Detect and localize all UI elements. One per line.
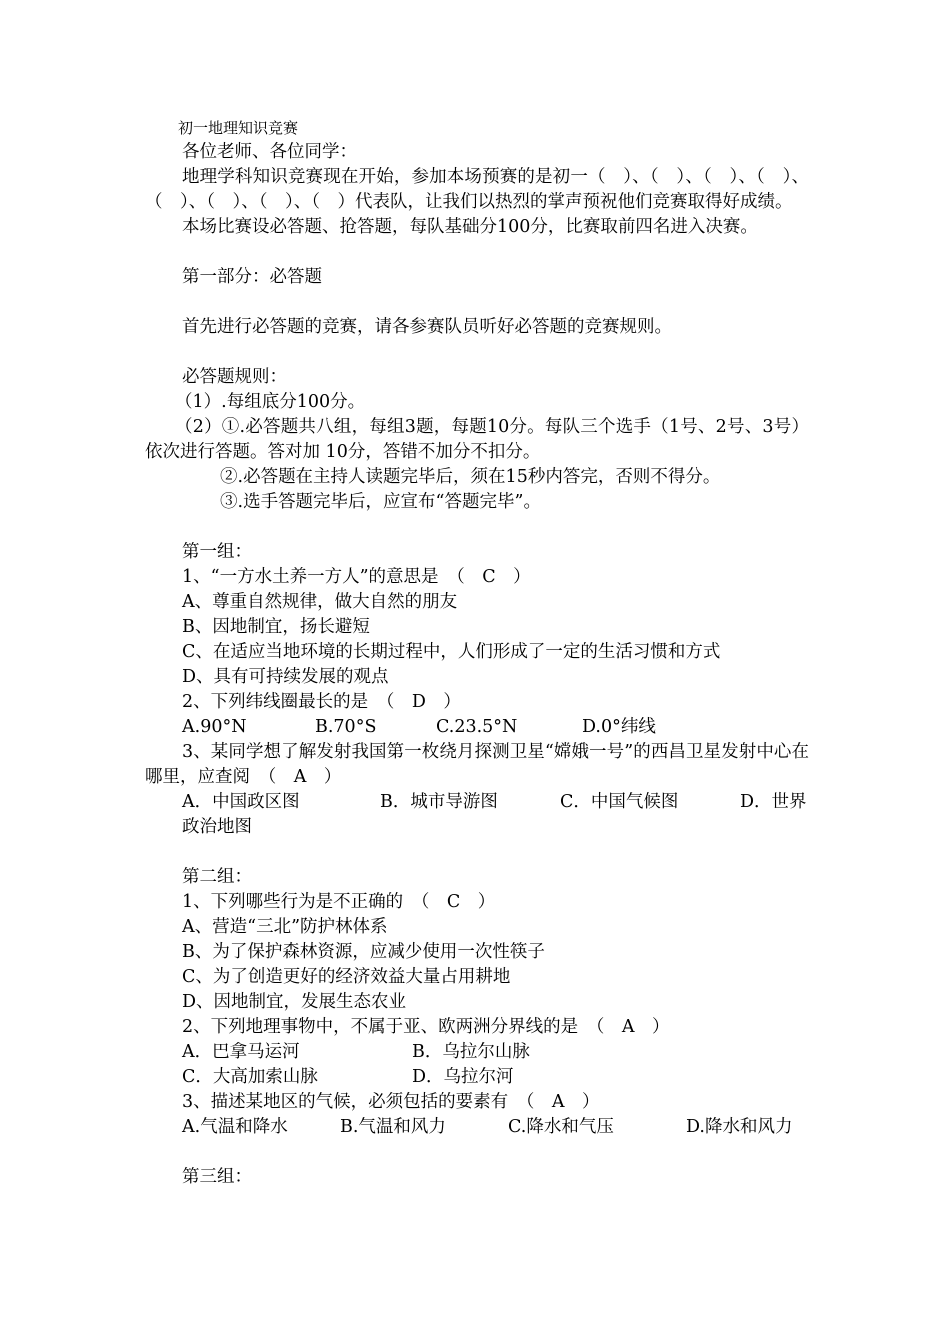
group2-q2-option-a: A．巴拿马运河 xyxy=(182,1042,300,1062)
group2-q2-option-b: B．乌拉尔山脉 xyxy=(412,1042,530,1062)
greeting: 各位老师、各位同学： xyxy=(182,142,357,162)
part1-heading: 第一部分：必答题 xyxy=(182,267,322,287)
group2-q3-option-a: A.气温和降水 xyxy=(182,1117,288,1137)
group2-question-3: 3、描述某地区的气候，必须包括的要素有 （ A ） xyxy=(182,1092,600,1112)
part1-intro: 首先进行必答题的竞赛，请各参赛队员听好必答题的竞赛规则。 xyxy=(182,317,672,337)
group2-q1-option-b: B、为了保护森林资源，应减少使用一次性筷子 xyxy=(182,942,545,962)
group1-q1-option-c: C、在适应当地环境的长期过程中，人们形成了一定的生活习惯和方式 xyxy=(182,642,721,662)
setup-paragraph: 本场比赛设必答题、抢答题，每队基础分100分，比赛取前四名进入决赛。 xyxy=(182,217,758,237)
group1-question-1: 1、“一方水土养一方人”的意思是 （ C ） xyxy=(182,567,531,587)
group2-q3-options xyxy=(145,1115,809,1140)
group1-q3-option-c: C．中国气候图 xyxy=(560,792,679,812)
group2-q2-options-row-1 xyxy=(145,1040,809,1065)
group2-q3-option-b: B.气温和风力 xyxy=(340,1117,446,1137)
group1-q2-option-b: B.70°S xyxy=(315,717,377,737)
rule-2: （2）①.必答题共八组，每组3题，每题10分。每队三个选手（1号、2号、3号）依次进行答题。答对加 10分，答错不加分不扣分。 xyxy=(145,417,809,462)
group2-question-2: 2、下列地理事物中，不属于亚、欧两洲分界线的是 （ A ） xyxy=(182,1017,670,1037)
group2-q1-option-d: D、因地制宜，发展生态农业 xyxy=(182,992,407,1012)
spacer xyxy=(145,340,809,365)
spacer xyxy=(145,290,809,315)
group2-q3-option-c: C.降水和气压 xyxy=(508,1117,614,1137)
rule-2-sub-3: ③.选手答题完毕后，应宣布“答题完毕”。 xyxy=(220,492,541,512)
group1-q2-option-c: C.23.5°N xyxy=(436,717,518,737)
group2-question-1: 1、下列哪些行为是不正确的 （ C ） xyxy=(182,892,496,912)
group1-q3-option-a: A．中国政区图 xyxy=(182,792,300,812)
rule-1: （1）.每组底分100分。 xyxy=(175,392,366,412)
rule-2-sub-2: ②.必答题在主持人读题完毕后，须在15秒内答完，否则不得分。 xyxy=(220,467,721,487)
group2-q3-option-d: D.降水和风力 xyxy=(686,1117,793,1137)
group1-q2-option-a: A.90°N xyxy=(182,717,247,737)
group2-q1-option-c: C、为了创造更好的经济效益大量占用耕地 xyxy=(182,967,511,987)
group1-q3-options xyxy=(145,790,809,840)
group2-q2-options-row-2 xyxy=(145,1065,809,1090)
spacer xyxy=(145,515,809,540)
group1-q1-option-d: D、具有可持续发展的观点 xyxy=(182,667,389,687)
document-body xyxy=(145,140,809,1190)
group3-heading: 第三组： xyxy=(182,1167,252,1187)
rules-heading: 必答题规则： xyxy=(182,367,287,387)
spacer xyxy=(145,840,809,865)
group2-q2-option-d: D．乌拉尔河 xyxy=(412,1067,514,1087)
group1-q3-option-b: B．城市导游图 xyxy=(380,792,498,812)
spacer xyxy=(145,240,809,265)
spacer xyxy=(145,1140,809,1165)
group2-q2-option-c: C．大高加索山脉 xyxy=(182,1067,318,1087)
group1-q2-options xyxy=(145,715,809,740)
group1-q1-option-b: B、因地制宜，扬长避短 xyxy=(182,617,370,637)
group1-q3-option-d: D．世界政治地图 xyxy=(182,792,807,837)
group1-q1-option-a: A、尊重自然规律，做大自然的朋友 xyxy=(182,592,458,612)
group2-heading: 第二组： xyxy=(182,867,252,887)
group1-question-2: 2、下列纬线圈最长的是 （ D ） xyxy=(182,692,461,712)
group1-heading: 第一组： xyxy=(182,542,252,562)
intro-paragraph: 地理学科知识竞赛现在开始，参加本场预赛的是初一（ ）、（ ）、（ ）、（ ）、（ ）、（ ）、（ ）、（ ）代表队，让我们以热烈的掌声预祝他们竞赛取得好成绩。 xyxy=(145,167,809,212)
document-title: 初一地理知识竞赛 xyxy=(178,119,299,137)
group2-q1-option-a: A、营造“三北”防护林体系 xyxy=(182,917,388,937)
group1-question-3: 3、某同学想了解发射我国第一枚绕月探测卫星“嫦娥一号”的西昌卫星发射中心在哪里，应查阅 （ A ） xyxy=(145,742,809,787)
group1-q2-option-d: D.0°纬线 xyxy=(582,717,656,737)
